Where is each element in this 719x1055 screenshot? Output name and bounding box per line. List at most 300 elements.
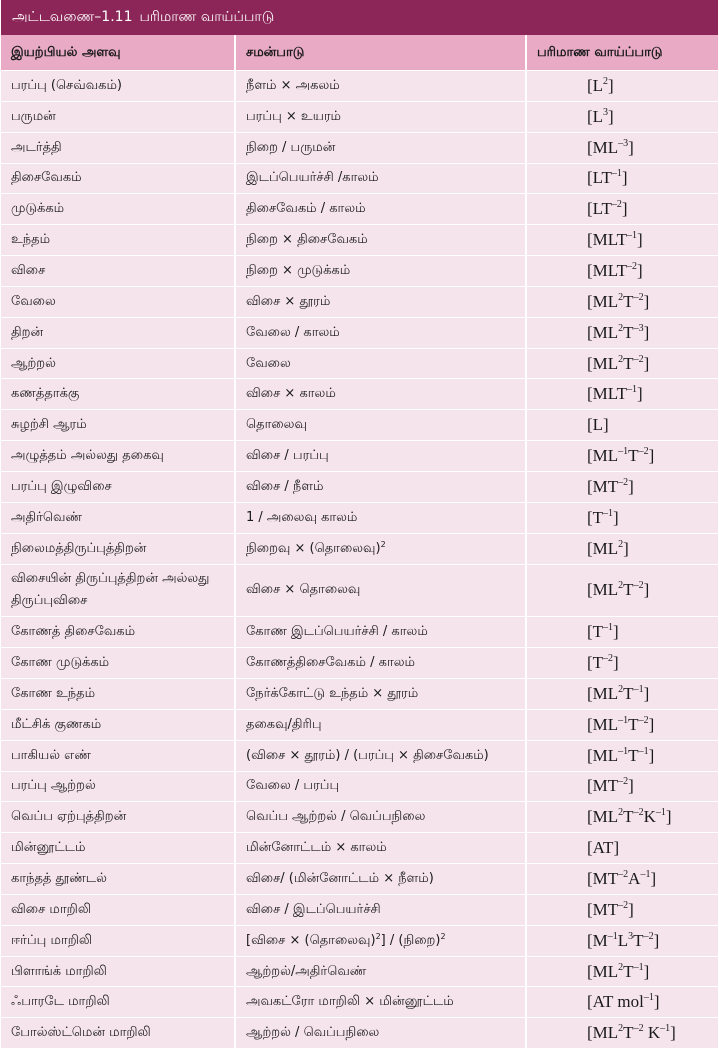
equation-text — [246, 1022, 379, 1044]
formula-segment: T — [623, 807, 634, 827]
formula-superscript: –2 — [618, 476, 629, 488]
quantity-text: அடர்த்தி — [11, 139, 62, 155]
table-header-row — [1, 35, 718, 70]
equation-text — [246, 476, 323, 498]
formula-cell — [527, 349, 718, 379]
formula-cell — [527, 503, 718, 533]
equation-cell — [236, 379, 525, 409]
equation-cell — [236, 133, 525, 163]
quantity-text: பிளாங்க் மாறிலி — [11, 963, 107, 979]
header-formula-label: பரிமாண வாய்ப்பாடு — [537, 44, 663, 60]
quantity-cell — [1, 987, 234, 1017]
table-row — [1, 225, 718, 255]
formula-segment: T — [623, 1023, 634, 1043]
formula-segment: K — [643, 807, 656, 827]
formula-superscript: –1 — [603, 622, 614, 634]
formula-text — [587, 230, 643, 250]
table-row — [1, 349, 718, 379]
equation-cell — [236, 1018, 525, 1048]
equation-text — [246, 621, 428, 643]
equation-text — [246, 930, 446, 952]
formula-superscript: –1 — [643, 992, 654, 1004]
formula-text — [587, 1023, 676, 1043]
formula-segment: [ML — [587, 291, 619, 311]
quantity-cell — [1, 472, 234, 502]
quantity-text: வெப்ப ஏற்புத்திறன் — [11, 809, 127, 825]
formula-segment: [ML — [587, 683, 619, 703]
formula-segment: [AT mol — [587, 992, 644, 1012]
quantity-cell — [1, 441, 234, 471]
equation-cell — [236, 987, 525, 1017]
table-row — [1, 679, 718, 709]
formula-segment: [ML — [587, 714, 619, 734]
equation-cell — [236, 895, 525, 925]
formula-superscript: –2 — [638, 714, 649, 726]
equation-segment: நிறை × திசைவேகம் — [246, 232, 368, 248]
formula-cell — [527, 287, 718, 317]
formula-segment: T — [628, 745, 639, 765]
formula-segment: [L] — [587, 415, 609, 435]
formula-cell — [527, 679, 718, 709]
equation-superscript: 2 — [440, 931, 446, 941]
formula-cell — [527, 318, 718, 348]
formula-segment: [AT] — [587, 838, 620, 858]
equation-segment: இடப்பெயர்ச்சி /காலம் — [246, 170, 379, 186]
equation-segment: வேலை / காலம் — [246, 324, 340, 340]
formula-superscript: 3 — [628, 930, 634, 942]
formula-text — [587, 477, 634, 497]
equation-segment: விசை × காலம் — [246, 386, 336, 402]
quantity-cell — [1, 1018, 234, 1048]
formula-cell — [527, 802, 718, 832]
formula-superscript: –1 — [618, 714, 629, 726]
formula-text — [587, 776, 634, 796]
formula-segment: [ML — [587, 322, 619, 342]
formula-segment: ] — [628, 476, 634, 496]
quantity-cell — [1, 256, 234, 286]
equation-cell — [236, 410, 525, 440]
equation-segment: கோணத்திசைவேகம் / காலம் — [246, 655, 415, 671]
equation-cell — [236, 710, 525, 740]
header-equation-cell — [236, 35, 525, 70]
formula-segment: [LT — [587, 168, 612, 188]
formula-superscript: –2 — [633, 807, 644, 819]
formula-segment: [MLT — [587, 384, 627, 404]
formula-segment: [L — [587, 106, 604, 126]
equation-cell — [236, 441, 525, 471]
quantity-cell — [1, 379, 234, 409]
table-row — [1, 441, 718, 471]
header-formula-cell — [527, 35, 718, 70]
formula-cell — [527, 534, 718, 564]
formula-segment: ] — [613, 653, 619, 673]
formula-text — [587, 992, 660, 1012]
equation-text — [246, 353, 291, 375]
table-title: பரிமாண வாய்ப்பாடு — [139, 8, 275, 25]
formula-segment: [T — [587, 653, 604, 673]
quantity-text: போல்ஸ்ட்மென் மாறிலி — [11, 1025, 151, 1041]
equation-cell — [236, 102, 525, 132]
formula-segment: [ML — [587, 353, 619, 373]
quantity-text: நிலைமத்திருப்புத்திறன் — [11, 540, 147, 556]
quantity-text: அழுத்தம் அல்லது தகைவு — [11, 448, 164, 464]
quantity-cell — [1, 926, 234, 956]
equation-text — [246, 414, 307, 436]
quantity-text: பரப்பு (செவ்வகம்) — [11, 77, 122, 93]
formula-superscript: –2 — [638, 446, 649, 458]
table-row — [1, 772, 718, 802]
formula-superscript: –2 — [611, 199, 622, 211]
equation-cell — [236, 534, 525, 564]
formula-superscript: –1 — [655, 807, 666, 819]
formula-superscript: –3 — [618, 137, 629, 149]
quantity-text: கோண உந்தம் — [11, 685, 96, 701]
quantity-cell — [1, 833, 234, 863]
table-row — [1, 710, 718, 740]
formula-cell — [527, 225, 718, 255]
quantity-text: திசைவேகம் — [11, 170, 82, 186]
formula-cell — [527, 102, 718, 132]
formula-superscript: –1 — [618, 745, 629, 757]
equation-cell — [236, 287, 525, 317]
quantity-text: மீட்சிக் குணகம் — [11, 716, 102, 732]
formula-segment: ] — [670, 1023, 676, 1043]
equation-segment: விசை × தொலைவு — [246, 582, 361, 598]
table-row — [1, 926, 718, 956]
equation-cell — [236, 679, 525, 709]
formula-segment: ] — [621, 199, 628, 219]
formula-segment: ] — [643, 580, 650, 600]
formula-segment: ] — [628, 899, 634, 919]
formula-text — [587, 539, 629, 559]
formula-segment: ] — [650, 869, 657, 889]
equation-segment: வேலை / பரப்பு — [246, 778, 340, 794]
quantity-cell — [1, 71, 234, 101]
equation-segment: ] / (நிறை) — [380, 932, 441, 948]
formula-segment: K — [643, 1023, 661, 1043]
equation-cell — [236, 833, 525, 863]
formula-segment: ] — [637, 384, 643, 404]
equation-cell — [236, 565, 525, 617]
equation-superscript: 2 — [375, 931, 381, 941]
table-row — [1, 957, 718, 987]
equation-text — [246, 579, 360, 601]
equation-cell — [236, 648, 525, 678]
formula-segment: ] — [637, 230, 643, 250]
quantity-cell — [1, 957, 234, 987]
table-number-label: அட்டவணை–1.11 — [12, 8, 133, 25]
formula-superscript: 2 — [618, 291, 624, 303]
quantity-cell — [1, 679, 234, 709]
equation-text — [246, 837, 387, 859]
formula-cell — [527, 648, 718, 678]
formula-text — [587, 838, 619, 858]
equation-segment: பரப்பு × உயரம் — [246, 108, 342, 124]
quantity-text: வேலை — [11, 293, 56, 309]
formula-segment: [T — [587, 622, 604, 642]
equation-segment: (விசை × தூரம்) / (பரப்பு × திசைவேகம்) — [246, 747, 489, 763]
formula-segment: [ML — [587, 446, 619, 466]
formula-segment: T — [623, 291, 634, 311]
formula-text — [587, 384, 643, 404]
formula-superscript: –2 — [633, 580, 644, 592]
dimensional-formula-table — [1, 0, 718, 1048]
formula-segment: [ML — [587, 745, 619, 765]
formula-superscript: 2 — [618, 322, 624, 334]
quantity-cell — [1, 741, 234, 771]
quantity-cell — [1, 194, 234, 224]
table-row — [1, 379, 718, 409]
formula-text — [587, 580, 649, 600]
equation-segment: நேர்க்கோட்டு உந்தம் × தூரம் — [246, 685, 419, 701]
table-row — [1, 194, 718, 224]
header-quantity-cell — [1, 35, 234, 70]
formula-superscript: –2 — [603, 653, 614, 665]
formula-superscript: –1 — [633, 683, 644, 695]
table-row — [1, 741, 718, 771]
quantity-cell — [1, 410, 234, 440]
table-row — [1, 71, 718, 101]
formula-segment: [M — [587, 930, 608, 950]
formula-text — [587, 76, 614, 96]
header-equation-label: சமன்பாடு — [246, 44, 305, 60]
formula-superscript: –1 — [603, 507, 614, 519]
quantity-text: ஃபாரடே மாறிலி — [11, 994, 110, 1010]
quantity-text: ஈர்ப்பு மாறிலி — [11, 932, 93, 948]
formula-superscript: –1 — [633, 961, 644, 973]
equation-text — [246, 198, 366, 220]
equation-segment: விசை / நீளம் — [246, 478, 324, 494]
equation-segment: [விசை × (தொலைவு) — [246, 932, 376, 948]
formula-segment: ] — [665, 807, 672, 827]
formula-segment: [ML — [587, 1023, 619, 1043]
equation-text — [246, 991, 454, 1013]
table-row — [1, 534, 718, 564]
formula-segment: [MT — [587, 899, 619, 919]
formula-segment: ] — [643, 353, 650, 373]
formula-text — [587, 446, 654, 466]
quantity-cell — [1, 503, 234, 533]
formula-cell — [527, 71, 718, 101]
quantity-text: மின்னூட்டம் — [11, 840, 86, 856]
formula-text — [587, 715, 654, 735]
equation-segment: ஆற்றல் / வெப்பநிலை — [246, 1025, 380, 1041]
quantity-cell — [1, 565, 234, 617]
formula-text — [587, 138, 634, 158]
formula-superscript: 2 — [618, 961, 624, 973]
formula-superscript: –3 — [633, 322, 644, 334]
quantity-text: ஆற்றல் — [11, 355, 56, 371]
formula-text — [587, 107, 614, 127]
formula-text — [587, 168, 628, 188]
formula-segment: ] — [628, 137, 634, 157]
formula-segment: T — [623, 580, 634, 600]
equation-segment: மின்னோட்டம் × காலம் — [246, 840, 387, 856]
formula-superscript: –1 — [607, 930, 618, 942]
formula-cell — [527, 957, 718, 987]
equation-cell — [236, 194, 525, 224]
formula-superscript: –2 — [618, 899, 629, 911]
quantity-text: பருமன் — [11, 108, 56, 124]
formula-segment: ] — [648, 745, 655, 765]
table-row — [1, 895, 718, 925]
table-row — [1, 256, 718, 286]
equation-text — [246, 775, 339, 797]
formula-superscript: –2 — [633, 1023, 644, 1035]
formula-segment: [ML — [587, 961, 619, 981]
formula-text — [587, 292, 649, 312]
formula-cell — [527, 864, 718, 894]
formula-superscript: –2 — [643, 930, 654, 942]
quantity-text: பாகியல் எண் — [11, 747, 91, 763]
equation-text — [246, 899, 381, 921]
quantity-cell — [1, 349, 234, 379]
equation-cell — [236, 349, 525, 379]
equation-text — [246, 961, 366, 983]
formula-superscript: 2 — [618, 353, 624, 365]
formula-cell — [527, 987, 718, 1017]
formula-segment: [L — [587, 75, 604, 95]
quantity-text: முடுக்கம் — [11, 201, 65, 217]
table-body — [1, 70, 718, 1048]
formula-segment: T — [623, 322, 634, 342]
formula-segment: ] — [653, 930, 660, 950]
quantity-cell — [1, 534, 234, 564]
quantity-text: விசை மாறிலி — [11, 901, 92, 917]
formula-superscript: –2 — [618, 776, 629, 788]
formula-cell — [527, 710, 718, 740]
formula-segment: ] — [643, 961, 650, 981]
formula-segment: [MT — [587, 869, 619, 889]
equation-text — [246, 445, 329, 467]
formula-superscript: 2 — [603, 75, 609, 87]
equation-cell — [236, 503, 525, 533]
formula-segment: [MT — [587, 476, 619, 496]
formula-superscript: –1 — [627, 384, 637, 396]
quantity-text: கோண முடுக்கம் — [11, 655, 110, 671]
quantity-cell — [1, 617, 234, 647]
quantity-cell — [1, 802, 234, 832]
formula-superscript: –1 — [640, 869, 651, 881]
formula-segment: [ML — [587, 137, 619, 157]
formula-superscript: –1 — [638, 745, 649, 757]
formula-segment: T — [628, 714, 639, 734]
table-row — [1, 410, 718, 440]
formula-cell — [527, 833, 718, 863]
formula-superscript: –2 — [633, 353, 644, 365]
equation-text — [246, 652, 415, 674]
formula-segment: ] — [653, 992, 660, 1012]
equation-segment: 1 / அலைவு காலம் — [246, 509, 358, 525]
quantity-text: பரப்பு இழுவிசை — [11, 478, 112, 494]
formula-segment: ] — [608, 106, 614, 126]
quantity-cell — [1, 164, 234, 194]
formula-superscript: –2 — [618, 869, 629, 881]
equation-segment: நிறை / பருமன் — [246, 139, 336, 155]
table-row — [1, 287, 718, 317]
formula-segment: T — [623, 961, 634, 981]
quantity-text: உந்தம் — [11, 232, 51, 248]
table-row — [1, 833, 718, 863]
formula-segment: ] — [623, 538, 629, 558]
formula-segment: T — [633, 930, 644, 950]
equation-cell — [236, 926, 525, 956]
formula-text — [587, 323, 649, 343]
quantity-cell — [1, 318, 234, 348]
quantity-text: கோணத் திசைவேகம் — [11, 624, 136, 640]
equation-segment: அவகட்ரோ மாறிலி × மின்னூட்டம் — [246, 994, 454, 1010]
equation-text — [246, 106, 341, 128]
equation-segment: தகைவு/திரிபு — [246, 716, 322, 732]
formula-segment: T — [628, 446, 639, 466]
equation-text — [246, 868, 434, 890]
formula-text — [587, 900, 634, 920]
equation-segment: நீளம் × அகலம் — [246, 77, 340, 93]
equation-cell — [236, 472, 525, 502]
table-row — [1, 617, 718, 647]
equation-segment: கோண இடப்பெயர்ச்சி / காலம் — [246, 624, 428, 640]
formula-superscript: 2 — [618, 580, 624, 592]
equation-cell — [236, 225, 525, 255]
equation-text — [246, 507, 357, 529]
equation-text — [246, 714, 322, 736]
formula-segment: [MLT — [587, 260, 627, 280]
formula-segment: [ML — [587, 538, 619, 558]
equation-text — [246, 137, 335, 159]
formula-segment: [ML — [587, 807, 619, 827]
formula-cell — [527, 133, 718, 163]
equation-segment: விசை/ (மின்னோட்டம் × நீளம்) — [246, 871, 434, 887]
equation-cell — [236, 957, 525, 987]
equation-segment: தொலைவு — [246, 417, 307, 433]
equation-superscript: 2 — [380, 539, 386, 549]
table-row — [1, 864, 718, 894]
equation-segment: திசைவேகம் / காலம் — [246, 201, 366, 217]
quantity-cell — [1, 710, 234, 740]
table-row — [1, 1018, 718, 1048]
equation-cell — [236, 864, 525, 894]
formula-segment: [MT — [587, 776, 619, 796]
formula-cell — [527, 379, 718, 409]
equation-text — [246, 75, 340, 97]
quantity-text: பரப்பு ஆற்றல் — [11, 778, 96, 794]
formula-text — [587, 931, 659, 951]
formula-cell — [527, 1018, 718, 1048]
formula-superscript: –1 — [611, 168, 622, 180]
equation-cell — [236, 256, 525, 286]
formula-segment: [LT — [587, 199, 612, 219]
formula-cell — [527, 741, 718, 771]
equation-text — [246, 538, 386, 560]
quantity-text: சுழற்சி ஆரம் — [11, 417, 87, 433]
formula-text — [587, 199, 628, 219]
equation-text — [246, 260, 350, 282]
formula-segment: [ML — [587, 580, 619, 600]
formula-cell — [527, 194, 718, 224]
formula-segment: A — [628, 869, 641, 889]
quantity-text: கணத்தாக்கு — [11, 386, 80, 402]
formula-segment: ] — [621, 168, 628, 188]
equation-segment: விசை × தூரம் — [246, 293, 331, 309]
header-quantity-label: இயற்பியல் அளவு — [11, 44, 121, 60]
formula-segment: T — [623, 353, 634, 373]
equation-segment: நிறை × முடுக்கம் — [246, 262, 351, 278]
formula-superscript: 3 — [603, 106, 609, 118]
table-row — [1, 133, 718, 163]
equation-segment: ஆற்றல்/அதிர்வெண் — [246, 963, 367, 979]
table-row — [1, 802, 718, 832]
quantity-cell — [1, 648, 234, 678]
